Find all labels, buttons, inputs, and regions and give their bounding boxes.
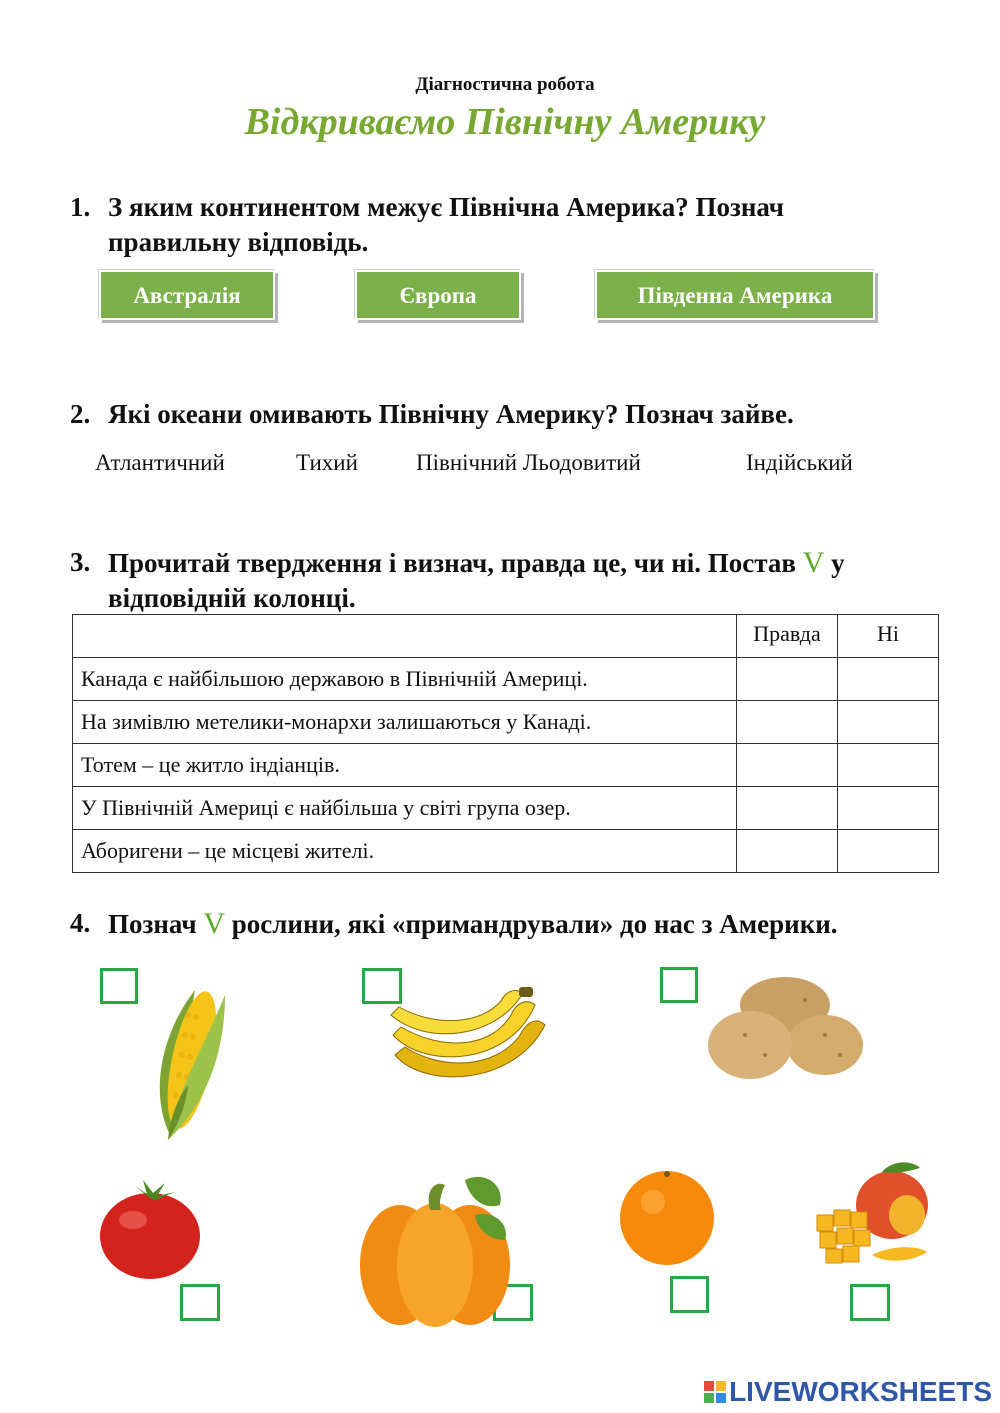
table-row	[73, 787, 939, 830]
statement-cell: На зимівлю метелики-монархи залишаються у Канаді.	[73, 701, 737, 744]
check-mark-v: V	[203, 907, 225, 940]
pumpkin-image	[355, 1165, 515, 1330]
question-3-text-part-a: Прочитай твердження і визнач, правда це, чи ні. Постав	[108, 548, 796, 578]
question-4-text-part-a: Познач	[108, 909, 197, 939]
true-cell[interactable]	[737, 658, 838, 701]
ocean-option-indian[interactable]: Індійський	[746, 450, 853, 475]
statement-cell: У Північній Америці є найбільша у світі група озер.	[73, 787, 737, 830]
ocean-option-pacific[interactable]: Тихий	[296, 450, 358, 475]
checkbox-mango[interactable]	[850, 1284, 890, 1321]
statement-cell: Тотем – це житло індіанців.	[73, 744, 737, 787]
question-3-text-line1	[108, 545, 845, 581]
false-cell[interactable]	[838, 787, 939, 830]
banana-image	[385, 985, 555, 1095]
table-row	[73, 744, 939, 787]
question-1	[70, 190, 784, 260]
corn-image	[140, 975, 240, 1145]
table-row	[73, 830, 939, 873]
table-header-row	[73, 615, 939, 658]
question-4-text-part-b: рослини, які «примандрували» до нас з Америки.	[231, 909, 838, 939]
worksheet-subtitle: Діагностична робота	[415, 74, 595, 95]
checkbox-potato[interactable]	[660, 967, 698, 1003]
answer-button-australia[interactable]: Австралія	[99, 270, 275, 320]
ocean-option-arctic[interactable]: Північний Льодовитий	[416, 450, 641, 475]
true-cell[interactable]	[737, 701, 838, 744]
true-cell[interactable]	[737, 744, 838, 787]
mango-image	[812, 1160, 932, 1275]
table-row	[73, 701, 939, 744]
question-2	[70, 397, 794, 432]
statement-cell: Канада є найбільшою державою в Північній Америці.	[73, 658, 737, 701]
table-header-true: Правда	[737, 615, 838, 658]
false-cell[interactable]	[838, 830, 939, 873]
false-cell[interactable]	[838, 701, 939, 744]
check-mark-v: V	[802, 546, 825, 579]
table-row	[73, 658, 939, 701]
worksheet-title: Відкриваємо Північну Америку	[244, 101, 766, 143]
checkbox-orange[interactable]	[670, 1276, 709, 1313]
question-3	[70, 545, 845, 616]
orange-image	[617, 1166, 717, 1266]
question-2-number: 2.	[70, 399, 91, 429]
question-3-text-line2: відповідній колонці.	[108, 583, 356, 613]
question-4	[70, 906, 838, 942]
potato-image	[705, 975, 865, 1090]
checkbox-corn[interactable]	[100, 968, 138, 1004]
false-cell[interactable]	[838, 744, 939, 787]
answer-button-europe[interactable]: Європа	[355, 270, 521, 320]
question-2-text: Які океани омивають Північну Америку? Познач зайве.	[108, 399, 794, 429]
question-3-text-part-b: у	[831, 548, 845, 578]
ocean-option-atlantic[interactable]: Атлантичний	[95, 450, 225, 475]
false-cell[interactable]	[838, 658, 939, 701]
tomato-image	[95, 1178, 205, 1283]
table-header-false: Ні	[838, 615, 939, 658]
statement-cell: Аборигени – це місцеві жителі.	[73, 830, 737, 873]
liveworksheets-brand: LIVEWORKSHEETS	[729, 1376, 992, 1407]
question-1-number: 1.	[70, 192, 91, 222]
question-4-number: 4.	[70, 908, 91, 938]
checkbox-tomato[interactable]	[180, 1284, 220, 1321]
answer-button-south-america[interactable]: Південна Америка	[595, 270, 875, 320]
true-cell[interactable]	[737, 787, 838, 830]
question-3-number: 3.	[70, 547, 91, 577]
question-1-text-line1: З яким континентом межує Північна Америка? Познач	[108, 192, 785, 222]
liveworksheets-logo-icon	[704, 1381, 726, 1403]
table-header-statement	[73, 615, 737, 658]
liveworksheets-footer	[704, 1376, 992, 1408]
true-cell[interactable]	[737, 830, 838, 873]
question-1-text-line2: правильну відповідь.	[108, 227, 369, 257]
true-false-table	[72, 614, 939, 873]
